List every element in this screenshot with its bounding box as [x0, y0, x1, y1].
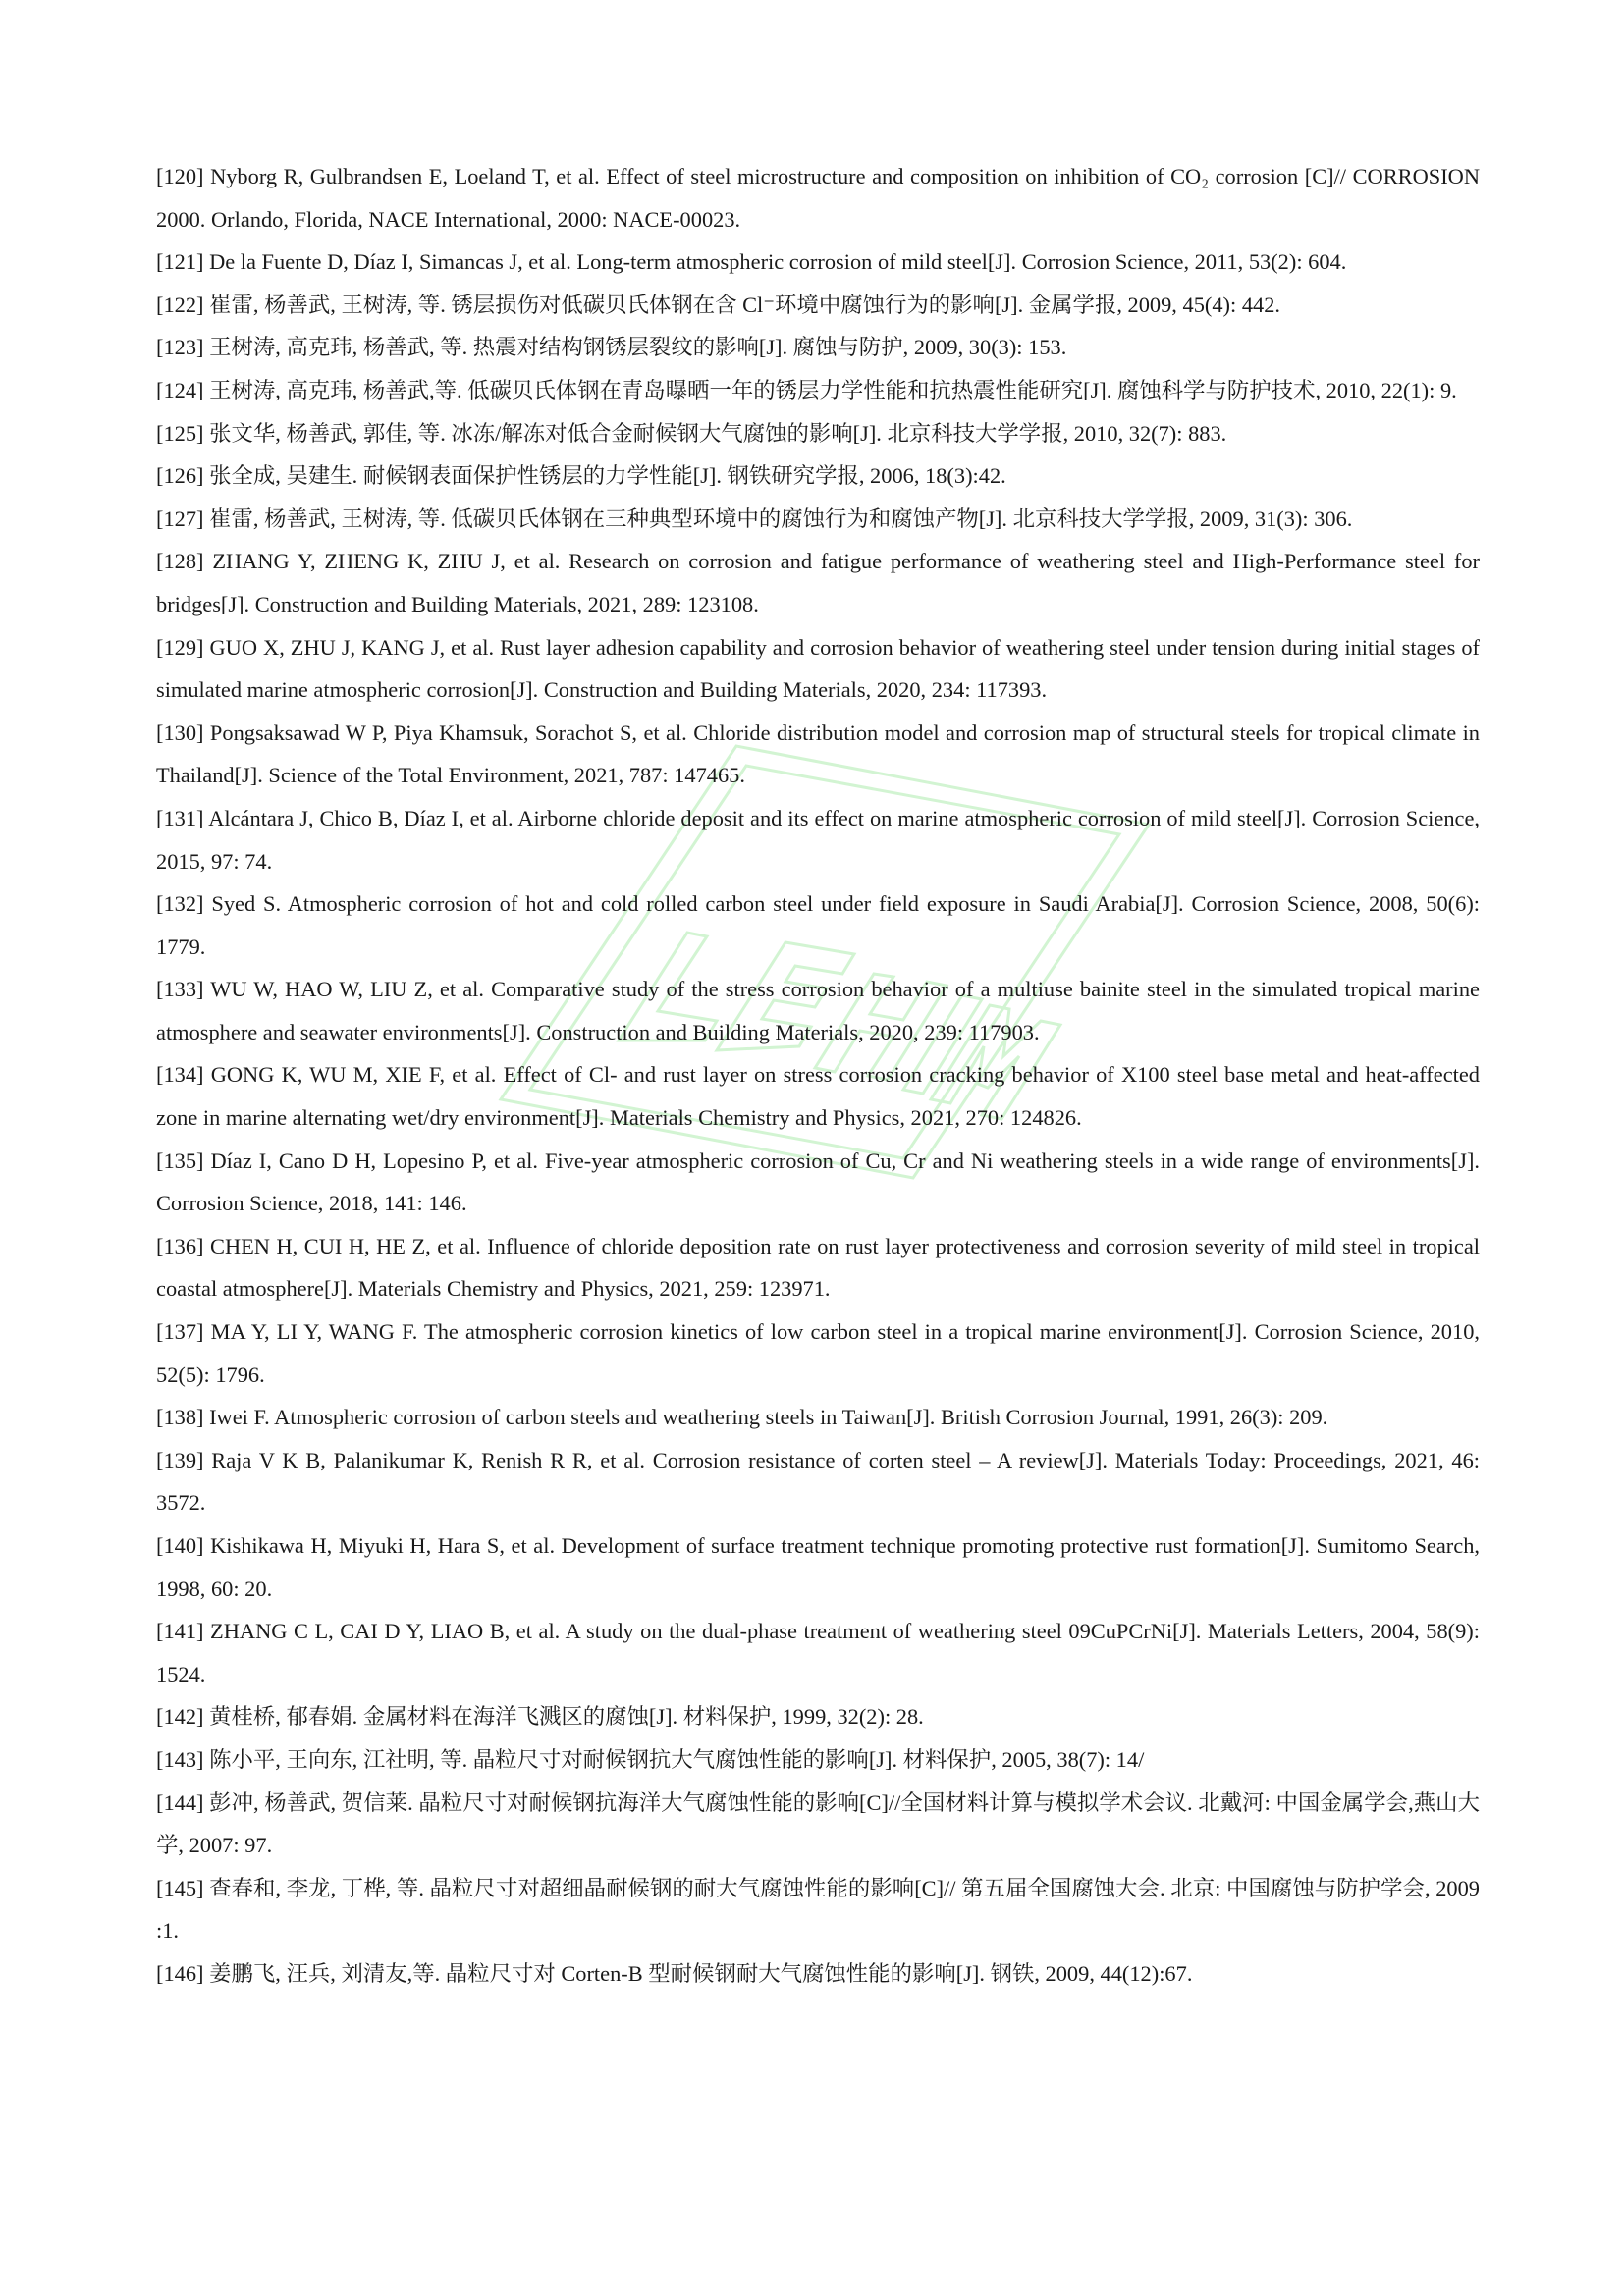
reference-entry: [144] 彭冲, 杨善武, 贺信莱. 晶粒尺寸对耐候钢抗海洋大气腐蚀性能的影响[C]//全国材料计算与模拟学术会议. 北戴河: 中国金属学会,燕山大学, 2007: 97. [156, 1789, 1480, 1858]
reference-entry: [132] Syed S. Atmospheric corrosion of hot and cold rolled carbon steel under field exposure in Saudi Arabia[J]. Corrosion Science, 2008, 50(6): 1779. [156, 891, 1480, 959]
reference-entry: [128] ZHANG Y, ZHENG K, ZHU J, et al. Research on corrosion and fatigue performance of weathering steel and High-Performance steel for bridges[J]. Construction and Building Materials, 2021, 289: 123108. [156, 549, 1480, 616]
reference-entry: [142] 黄桂桥, 郁春娟. 金属材料在海洋飞溅区的腐蚀[J]. 材料保护, 1999, 32(2): 28. [156, 1704, 924, 1730]
reference-entry: [131] Alcántara J, Chico B, Díaz I, et al. Airborne chloride deposit and its effect on marine atmospheric corrosion of mild steel[J]. Corrosion Science, 2015, 97: 74. [156, 805, 1480, 874]
reference-entry: [135] Díaz I, Cano D H, Lopesino P, et al. Five-year atmospheric corrosion of Cu, Cr and Ni weathering steels in a wide range of environments[J]. Corrosion Science, 2018, 141: 146. [156, 1148, 1480, 1216]
reference-entry: [140] Kishikawa H, Miyuki H, Hara S, et al. Development of surface treatment technique promoting protective rust formation[J]. Sumitomo Search, 1998, 60: 20. [156, 1533, 1480, 1601]
reference-entry: [137] MA Y, LI Y, WANG F. The atmospheric corrosion kinetics of low carbon steel in a tropical marine environment[J]. Corrosion Science, 2010, 52(5): 1796. [156, 1319, 1480, 1387]
reference-entry: [134] GONG K, WU M, XIE F, et al. Effect of Cl- and rust layer on stress corrosion cracking behavior of X100 steel base metal and heat-affected zone in marine alternating wet/dry environment[J]. Materials Chemistry and Physics, 2021, 270: 124826. [156, 1062, 1480, 1131]
reference-entry: [133] WU W, HAO W, LIU Z, et al. Comparative study of the stress corrosion behavior of a multiuse bainite steel in the simulated tropical marine atmosphere and seawater environments[J]. Construction and Building Materials, 2020, 239: 117903. [156, 977, 1480, 1044]
reference-entry: [127] 崔雷, 杨善武, 王树涛, 等. 低碳贝氏体钢在三种典型环境中的腐蚀行为和腐蚀产物[J]. 北京科技大学学报, 2009, 31(3): 306. [156, 506, 1353, 531]
reference-entry: [138] Iwei F. Atmospheric corrosion of carbon steels and weathering steels in Taiwan[J]. British Corrosion Journal, 1991, 26(3): 209. [156, 1405, 1328, 1430]
reference-entry: [129] GUO X, ZHU J, KANG J, et al. Rust layer adhesion capability and corrosion behavior of weathering steel under tension during initial stages of simulated marine atmospheric corrosion[J]. Construction and Building Materials, 2020, 234: 117393. [156, 634, 1480, 703]
reference-entry: [139] Raja V K B, Palanikumar K, Renish R R, et al. Corrosion resistance of corten steel – A review[J]. Materials Today: Proceedings, 2021, 46: 3572. [156, 1447, 1480, 1516]
reference-entry: [141] ZHANG C L, CAI D Y, LIAO B, et al. A study on the dual-phase treatment of weathering steel 09CuPCrNi[J]. Materials Letters, 2004, 58(9): 1524. [156, 1619, 1480, 1686]
reference-list [156, 155, 1480, 1996]
reference-entry: [123] 王树涛, 高克玮, 杨善武, 等. 热震对结构钢锈层裂纹的影响[J]. 腐蚀与防护, 2009, 30(3): 153. [156, 335, 1067, 360]
reference-entry: [136] CHEN H, CUI H, HE Z, et al. Influence of chloride deposition rate on rust layer protectiveness and corrosion severity of mild steel in tropical coastal atmosphere[J]. Materials Chemistry and Physics, 2021, 259: 123971. [156, 1233, 1480, 1302]
reference-entry: [143] 陈小平, 王向东, 江社明, 等. 晶粒尺寸对耐候钢抗大气腐蚀性能的影响[J]. 材料保护, 2005, 38(7): 14/ [156, 1746, 1145, 1772]
reference-entry: [121] De la Fuente D, Díaz I, Simancas J, et al. Long-term atmospheric corrosion of mild steel[J]. Corrosion Science, 2011, 53(2): 604. [156, 249, 1347, 275]
reference-entry: [124] 王树涛, 高克玮, 杨善武,等. 低碳贝氏体钢在青岛曝晒一年的锈层力学性能和抗热震性能研究[J]. 腐蚀科学与防护技术, 2010, 22(1): 9. [156, 377, 1457, 402]
reference-entry: [120] Nyborg R, Gulbrandsen E, Loeland T, et al. Effect of steel microstructure and composition on inhibition of CO₂ corrosion [C]// CORROSION 2000. Orlando, Florida, NACE International, 2000: NACE-00023. [156, 164, 1480, 232]
reference-entry: [146] 姜鹏飞, 汪兵, 刘清友,等. 晶粒尺寸对 Corten-B 型耐候钢耐大气腐蚀性能的影响[J]. 钢铁, 2009, 44(12):67. [156, 1960, 1193, 1986]
reference-entry: [145] 查春和, 李龙, 丁桦, 等. 晶粒尺寸对超细晶耐候钢的耐大气腐蚀性能的影响[C]// 第五届全国腐蚀大会. 北京: 中国腐蚀与防护学会, 2009 :1. [156, 1875, 1480, 1944]
reference-entry: [122] 崔雷, 杨善武, 王树涛, 等. 锈层损伤对低碳贝氏体钢在含 Cl⁻环境中腐蚀行为的影响[J]. 金属学报, 2009, 45(4): 442. [156, 292, 1281, 317]
reference-entry: [130] Pongsaksawad W P, Piya Khamsuk, Sorachot S, et al. Chloride distribution model and corrosion map of structural steels for tropical climate in Thailand[J]. Science of the Total Environment, 2021, 787: 147465. [156, 720, 1480, 788]
reference-entry: [125] 张文华, 杨善武, 郭佳, 等. 冰冻/解冻对低合金耐候钢大气腐蚀的影响[J]. 北京科技大学学报, 2010, 32(7): 883. [156, 420, 1227, 446]
reference-entry: [126] 张全成, 吴建生. 耐候钢表面保护性锈层的力学性能[J]. 钢铁研究学报, 2006, 18(3):42. [156, 463, 1006, 489]
